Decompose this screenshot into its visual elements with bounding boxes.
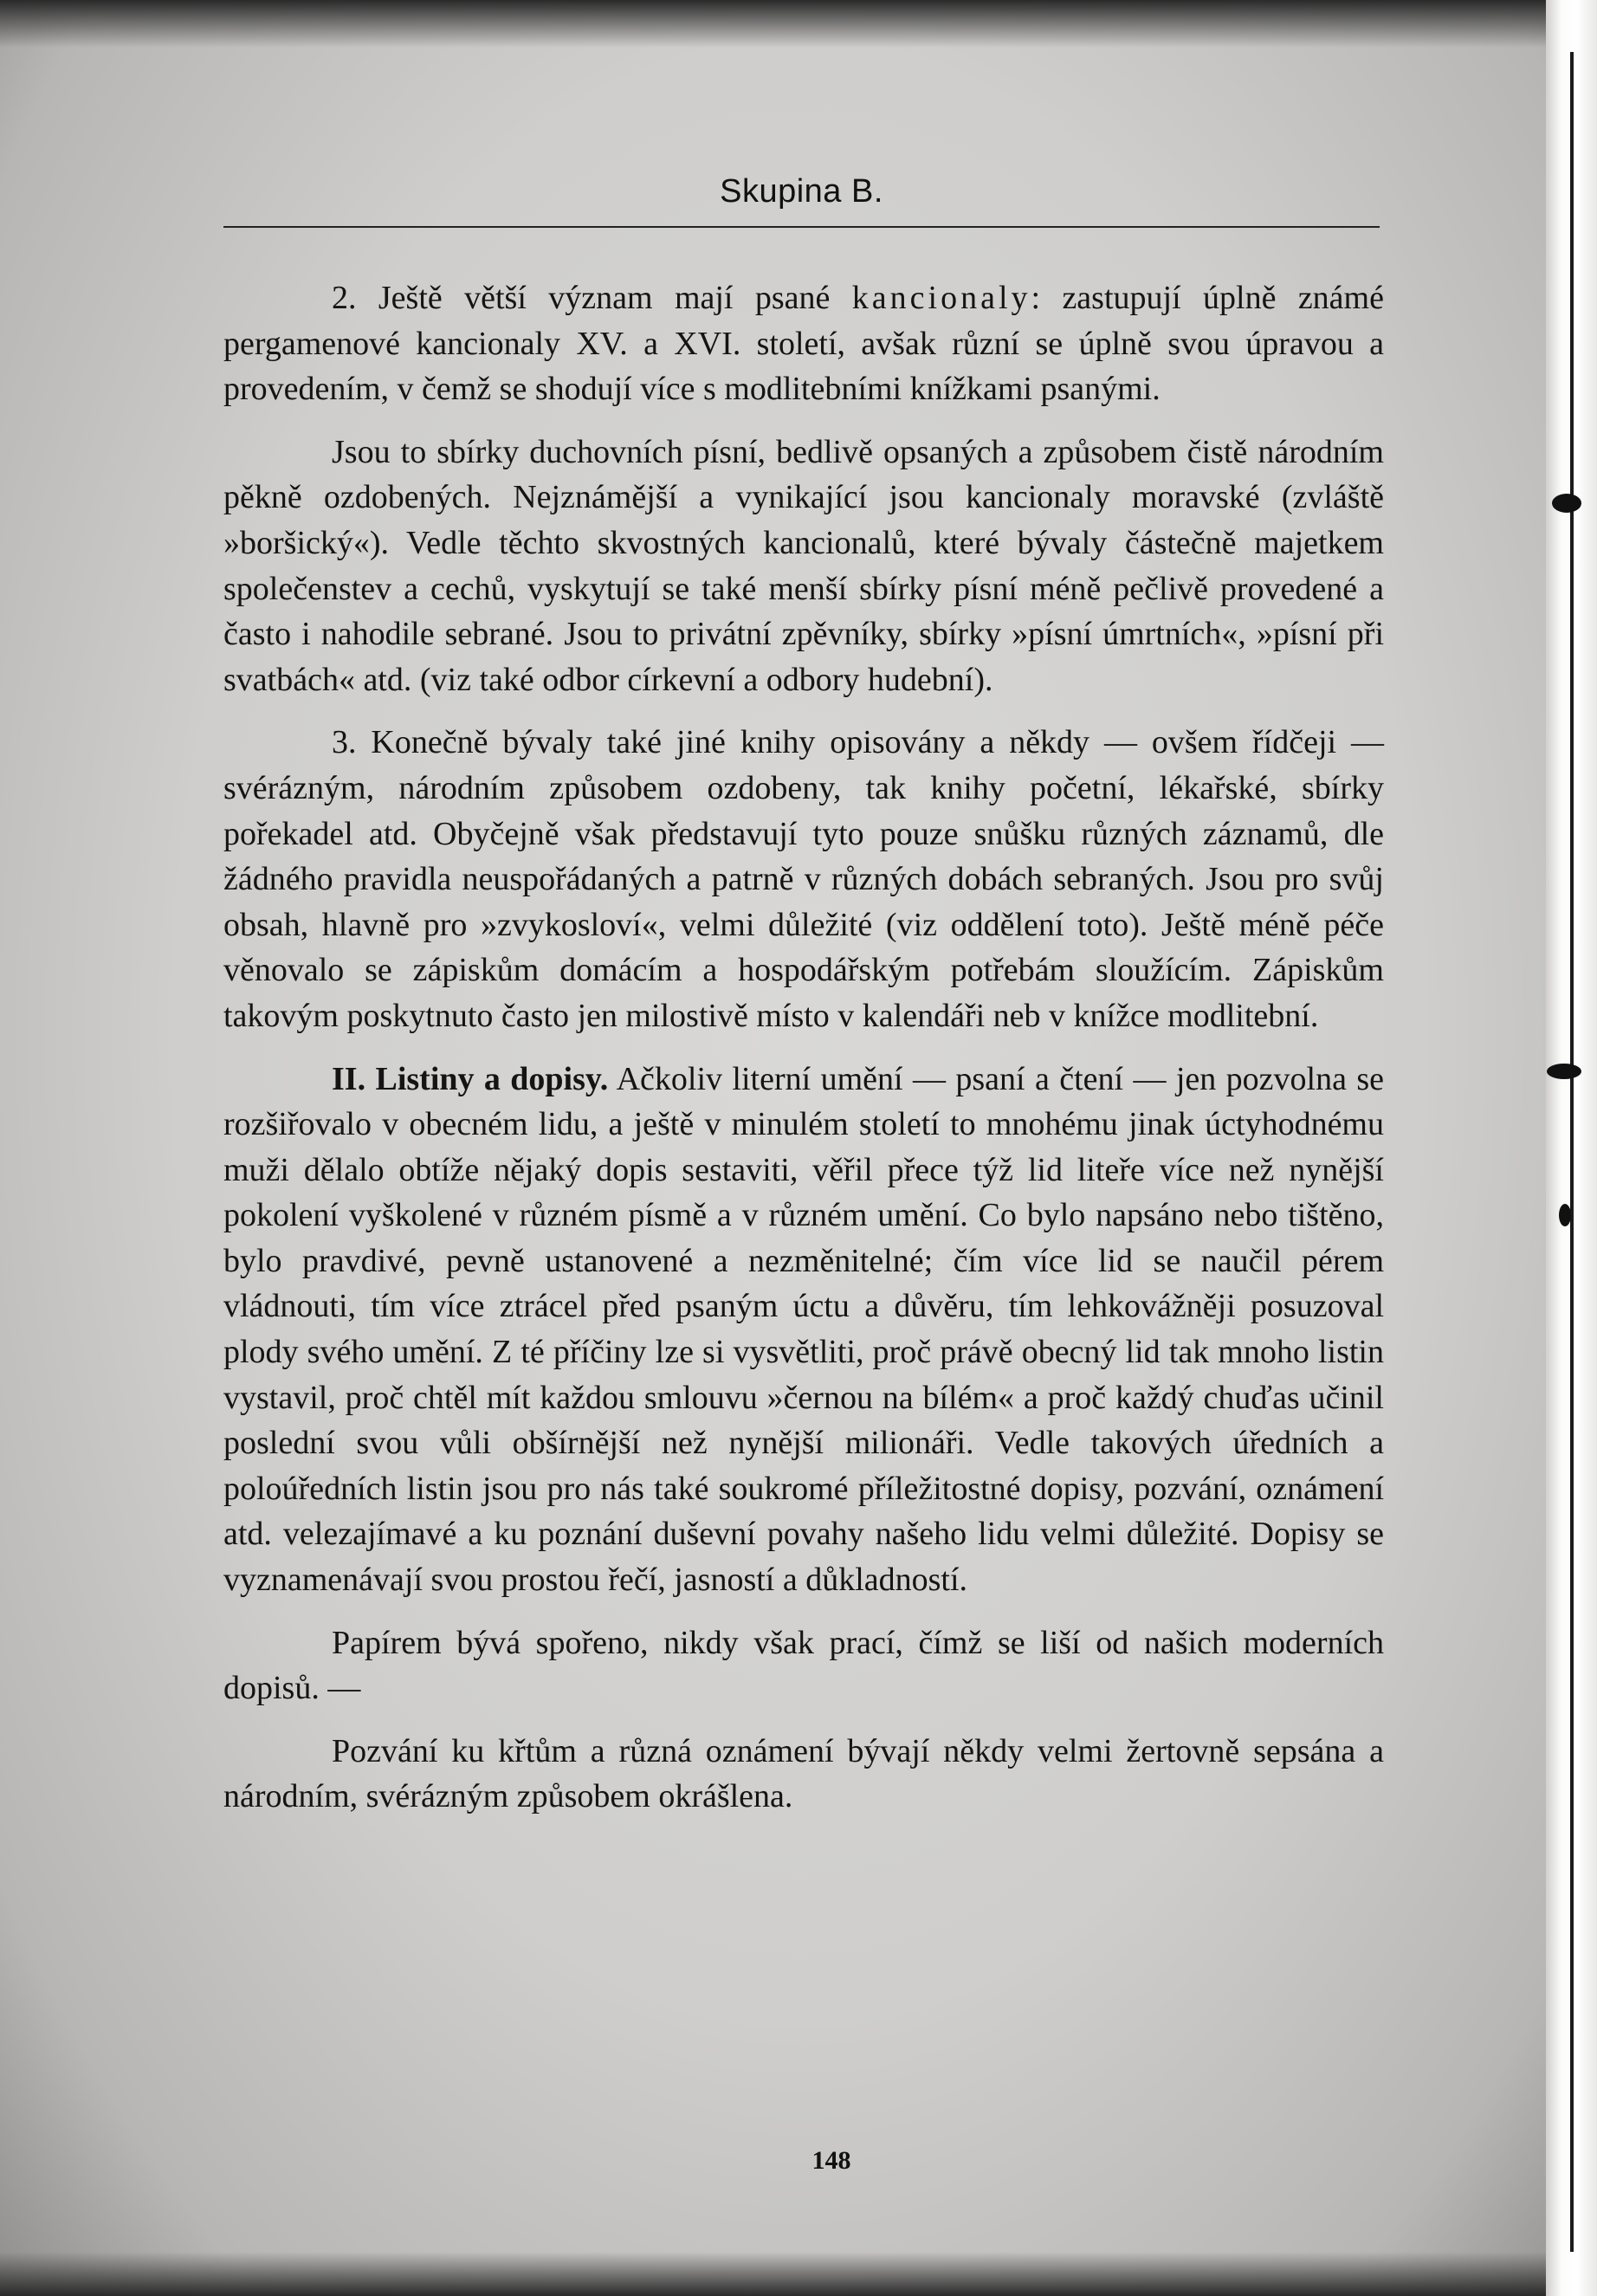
edge-smudge	[1547, 1064, 1581, 1079]
running-header	[223, 173, 1380, 228]
page-edge-line	[1570, 52, 1574, 2252]
header-title: Skupina B.	[720, 173, 883, 210]
edge-smudge	[1552, 494, 1581, 513]
scan-shadow-bottom	[0, 2252, 1597, 2296]
body-text	[223, 275, 1384, 1837]
paragraph-rest: : zastupují úplně známé pergamenové kancionaly XV. a XVI. století, avšak různí se úplně svou úpravou a provedením, v čemž se shodují více s modlitebními knížkami psanými.	[223, 280, 1384, 408]
paragraph-kancionaly	[223, 275, 1384, 412]
paragraph-papirem: Papírem bývá spořeno, nikdy však prací, čímž se liší od našich moderních dopisů. —	[223, 1624, 1384, 1707]
paragraph-jine-knihy: 3. Konečně bývaly také jiné knihy opisovány a někdy — ovšem řídčeji — svérázným, národním způsobem ozdobeny, tak knihy početní, lékařské, sbírky pořekadel atd. Obyčejně však představují tyto pouze snůšku různých záznamů, dle žádného pravidla neuspořádaných a patrně v různých dobách sebraných. Jsou pro svůj obsah, hlavně pro »zvykosloví«, velmi důležité (viz oddělení toto). Ještě méně péče věnovalo se zápiskům domácím a hospodářským potřebám sloužícím. Zápiskům takovým poskytnuto často jen milostivě místo v kalendáři neb v knížce modlitební.	[223, 724, 1384, 1034]
paragraph-lead: 2. Ještě větší význam mají psané	[332, 280, 852, 316]
page-number: 148	[811, 2146, 851, 2175]
scan-shadow-top	[0, 0, 1597, 48]
edge-smudge	[1559, 1204, 1571, 1226]
paragraph-listiny	[223, 1057, 1384, 1603]
paragraph-sbirky: Jsou to sbírky duchovních písní, bedlivě opsaných a způsobem čistě národním pěkně ozdobených. Nejznámější a vynikající jsou kancionaly moravské (zvláště »boršický«). Vedle těchto skvostných kancionalů, které bývaly částečně majetkem společenstev a cechů, vyskytují se také menší sbírky písní méně pečlivě provedené a často i nahodile sebrané. Jsou to privátní zpěvníky, sbírky »písní úmrtních«, »písní při svatbách« atd. (viz také odbor církevní a odbory hudební).	[223, 433, 1384, 698]
paragraph-pozvani: Pozvání ku křtům a různá oznámení bývají někdy velmi žertovně sepsána a národním, svérázným způsobem okrášlena.	[223, 1732, 1384, 1815]
section-title: II. Listiny a dopisy.	[332, 1060, 609, 1097]
paragraph-text: Ačkoliv literní umění — psaní a čtení — jen pozvolna se rozšiřovalo v obecném lidu, a ještě v minulém století to mnohému jinak úctyhodnému muži dělalo obtíže nějaký dopis sestaviti, věřil přece týž lid liteře více než nynější pokolení vyškolené v různém písmě a v různém umění. Co bylo napsáno nebo tištěno, bylo pravdivé, pevně ustanovené a nezměnitelné; čím více lid se naučil pérem vládnouti, tím více ztrácel před psaným úctu a důvěru, tím lehkovážněji posuzoval plody svého umění. Z té příčiny lze si vysvětliti, proč právě obecný lid tak mnoho listin vystavil, proč chtěl mít každou smlouvu »černou na bílém« a proč každý chuďas učinil poslední svou vůli obšírnější než nynější milionáři. Vedle takových úředních a poloúředních listin jsou pro nás také soukromé příležitostné dopisy, pozvání, oznámení atd. velezajímavé a ku poznání duševní povahy našeho lidu velmi důležité. Dopisy se vyznamenávají svou prostou řečí, jasností a důkladností.	[223, 1060, 1384, 1599]
spaced-term: kancionaly	[851, 280, 1031, 316]
